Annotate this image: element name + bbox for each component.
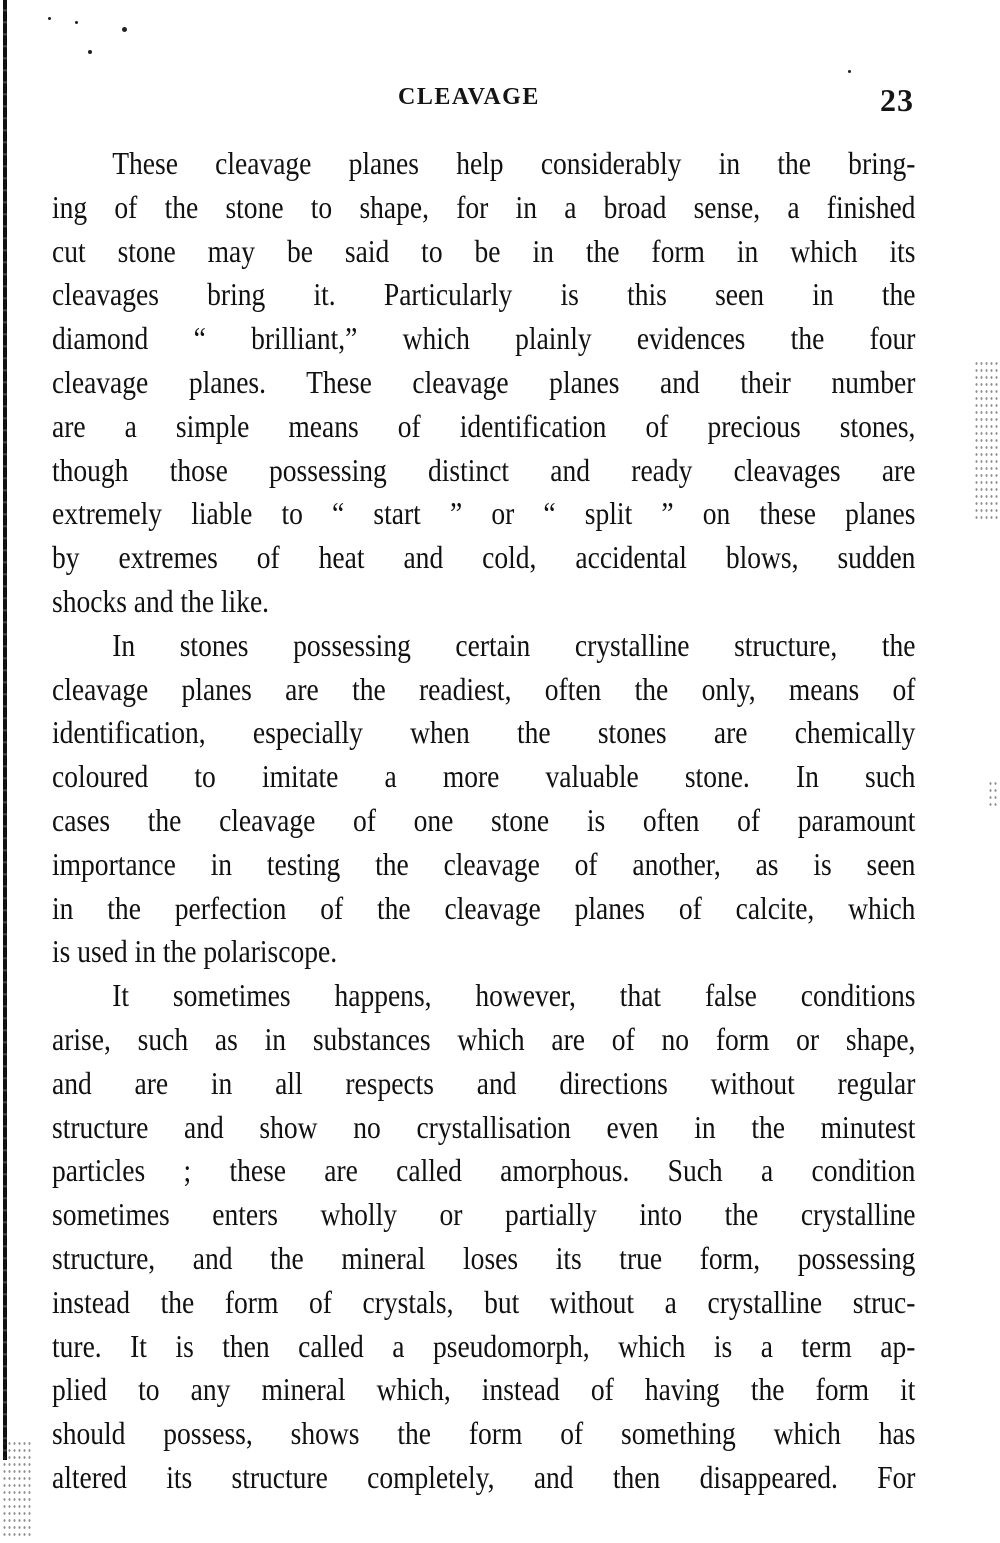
page-body <box>52 142 916 1500</box>
text-line: importance in testing the cleavage of another, as is seen <box>52 845 916 882</box>
text-line: coloured to imitate a more valuable stone. In such <box>52 758 916 795</box>
text-line: altered its structure completely, and then disappeared. For <box>52 1458 916 1495</box>
text-line: in the perfection of the cleavage planes of calcite, which <box>52 889 916 926</box>
paragraph <box>52 142 916 624</box>
scan-speck <box>122 27 127 32</box>
text-line: and are in all respects and directions without regular <box>52 1064 916 1101</box>
text-line: cleavage planes are the readiest, often the only, means of <box>52 670 916 707</box>
scan-edge-border <box>3 0 7 1460</box>
text-line: sometimes enters wholly or partially into the crystalline <box>52 1196 916 1233</box>
scan-speck <box>75 21 78 24</box>
text-line: structure, and the mineral loses its true form, possessing <box>52 1239 916 1276</box>
text-line: is used in the polariscope. <box>52 933 338 970</box>
page-header <box>0 84 1000 118</box>
text-line: are a simple means of identification of precious stones, <box>52 407 916 444</box>
paragraph <box>52 974 916 1500</box>
text-line: ture. It is then called a pseudomorph, which is a term ap- <box>52 1327 916 1364</box>
running-title: CLEAVAGE <box>398 84 540 110</box>
text-line: by extremes of heat and cold, accidental blows, sudden <box>52 539 916 576</box>
text-line: though those possessing distinct and ready cleavages are <box>52 451 916 488</box>
text-line: extremely liable to “ start ” or “ split ” on these planes <box>52 495 916 532</box>
text-line: cases the cleavage of one stone is often of paramount <box>52 801 916 838</box>
text-line: identification, especially when the stones are chemically <box>52 714 916 751</box>
text-line: It sometimes happens, however, that false conditions <box>112 977 916 1014</box>
page-number: 23 <box>880 82 914 118</box>
scan-speck <box>48 17 51 20</box>
scan-noise <box>2 1440 32 1540</box>
text-line: cut stone may be said to be in the form in which its <box>52 232 916 269</box>
text-line: In stones possessing certain crystalline structure, the <box>112 626 916 663</box>
text-line: cleavage planes. These cleavage planes and their number <box>52 363 916 400</box>
text-line: shocks and the like. <box>52 582 270 619</box>
text-line: structure and show no crystallisation even in the minutest <box>52 1108 916 1145</box>
text-line: should possess, shows the form of something which has <box>52 1415 916 1452</box>
text-line: diamond “ brilliant,” which plainly evidences the four <box>52 320 916 357</box>
text-line: These cleavage planes help considerably in the bring- <box>112 145 916 181</box>
scan-noise <box>974 360 998 520</box>
text-line: ing of the stone to shape, for in a broad sense, a finished <box>52 188 916 225</box>
text-line: instead the form of crystals, but without a crystalline struc- <box>52 1283 916 1320</box>
text-line: plied to any mineral which, instead of having the form it <box>52 1371 916 1408</box>
text-line: arise, such as in substances which are of no form or shape, <box>52 1020 916 1057</box>
scan-noise <box>988 780 998 810</box>
paragraph <box>52 624 916 974</box>
text-line: cleavages bring it. Particularly is this seen in the <box>52 276 916 313</box>
scan-speck <box>848 70 851 73</box>
scan-speck <box>88 50 92 54</box>
text-line: particles ; these are called amorphous. Such a condition <box>52 1152 916 1189</box>
